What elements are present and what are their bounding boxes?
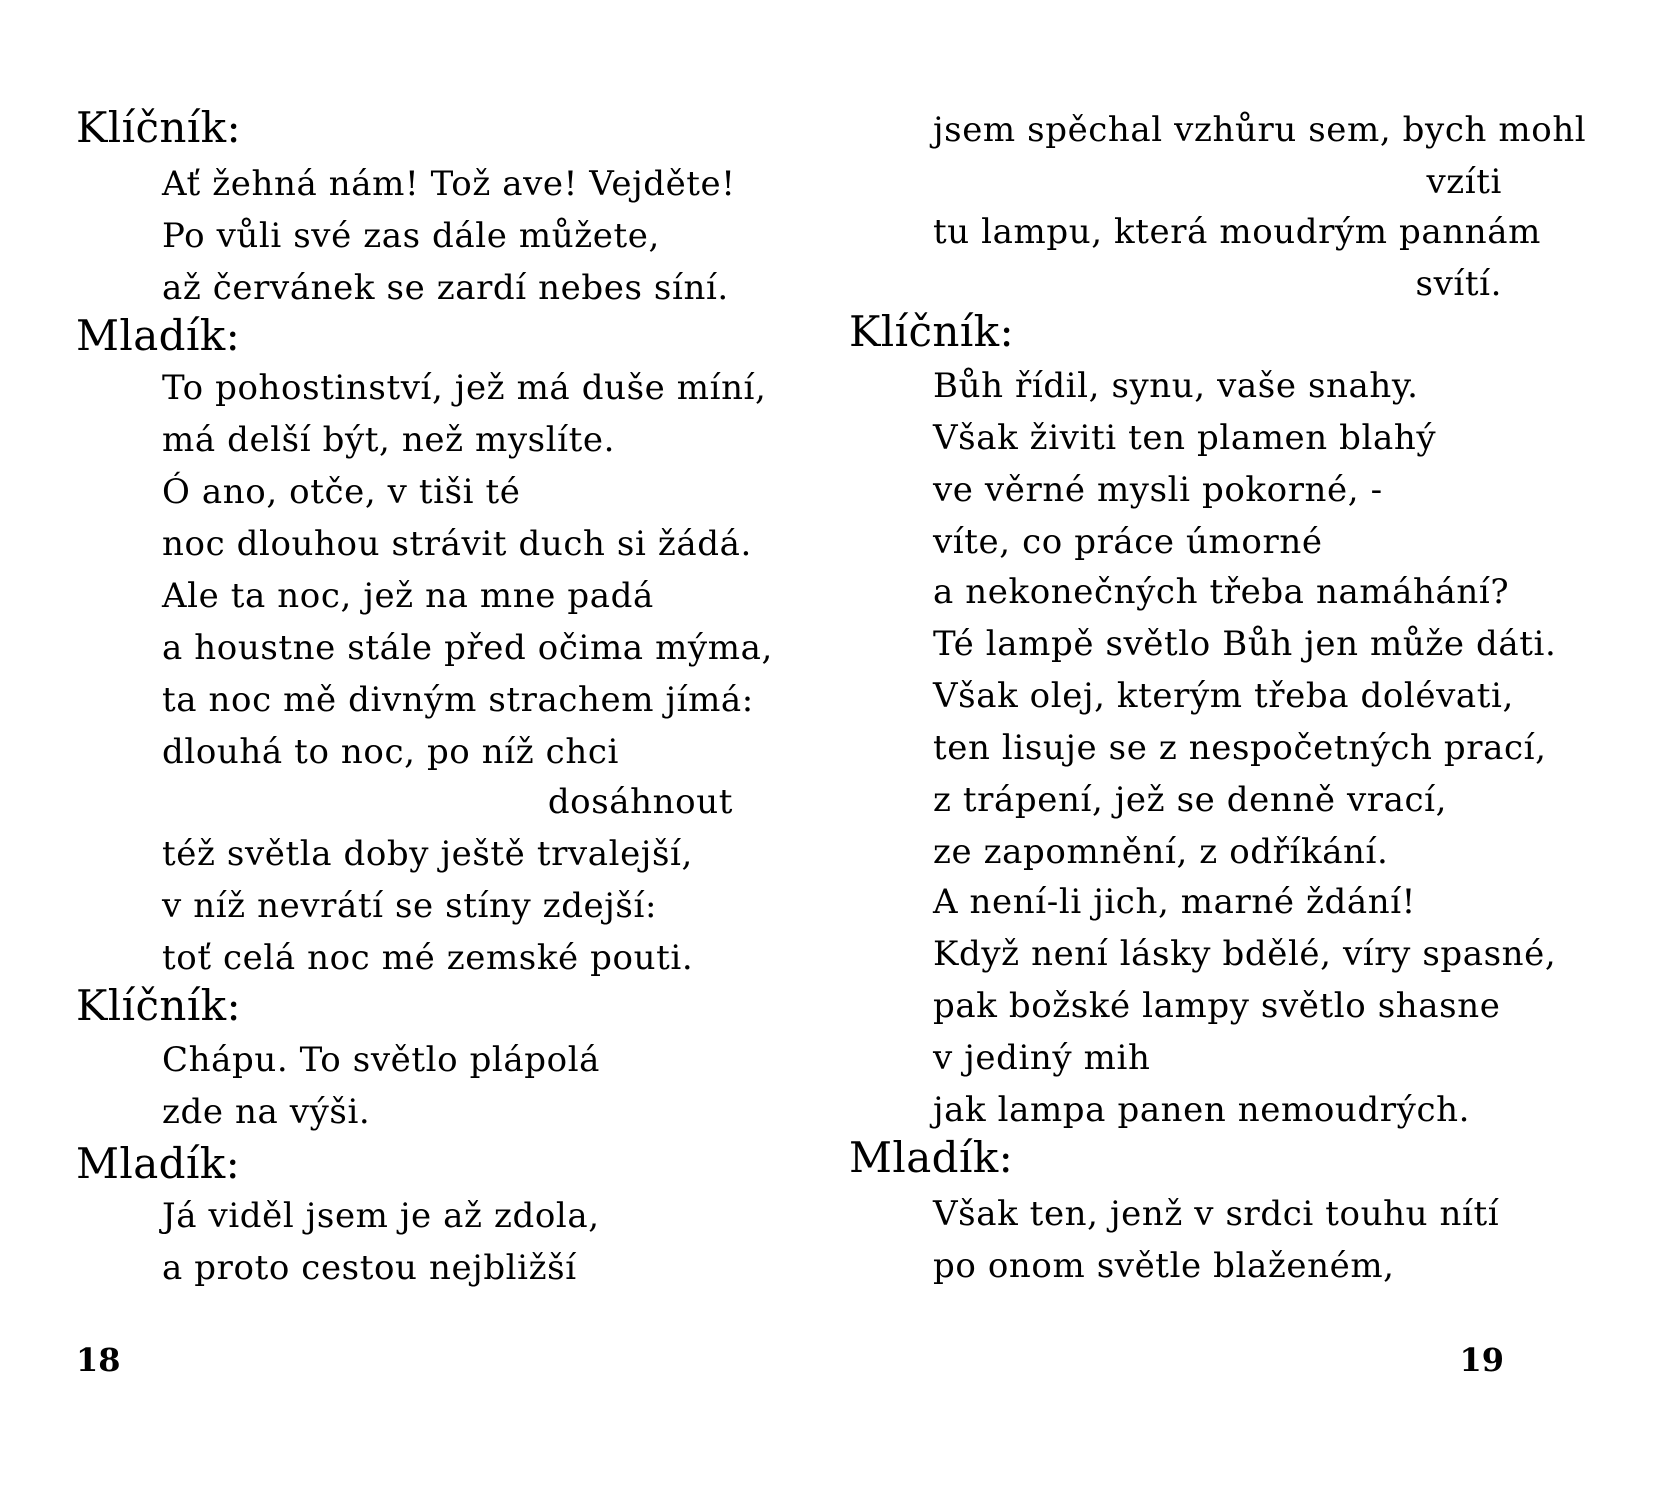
speaker-label: Klíčník: [76, 103, 242, 152]
speaker-label: Mladík: [76, 311, 241, 360]
verse-line: dlouhá to noc, po níž chci [162, 732, 619, 772]
verse-line: víte, co práce úmorné [933, 522, 1323, 562]
page-number: 19 [1459, 1341, 1504, 1379]
page-number: 18 [76, 1341, 121, 1379]
verse-line: ta noc mě divným strachem jímá: [162, 680, 754, 720]
verse-line: Ó ano, otče, v tiši té [162, 472, 521, 512]
verse-line-continuation: svítí. [1415, 264, 1502, 304]
verse-line: Ale ta noc, jež na mne padá [162, 576, 654, 616]
verse-line: v níž nevrátí se stíny zdejší: [162, 886, 657, 926]
verse-line: Když není lásky bdělé, víry spasné, [933, 934, 1557, 974]
verse-line: toť celá noc mé zemské pouti. [162, 938, 694, 978]
verse-line: tu lampu, která moudrým pannám [933, 212, 1541, 252]
verse-line: Chápu. To světlo plápolá [162, 1040, 601, 1080]
verse-line: jsem spěchal vzhůru sem, bych mohl [933, 110, 1587, 150]
verse-line: až červánek se zardí nebes síní. [162, 268, 729, 308]
verse-line-continuation: dosáhnout [547, 782, 733, 822]
verse-line: zde na výši. [162, 1092, 371, 1132]
verse-line-continuation: vzíti [1426, 162, 1502, 202]
speaker-label: Mladík: [849, 1133, 1014, 1182]
verse-line: má delší být, než myslíte. [162, 420, 616, 460]
verse-line: Však olej, kterým třeba dolévati, [933, 676, 1514, 716]
verse-line: z trápení, jež se denně vrací, [933, 780, 1448, 820]
verse-line: a nekonečných třeba namáhání? [933, 572, 1510, 612]
verse-line: Ať žehná nám! Tož ave! Vejděte! [162, 164, 736, 204]
speaker-label: Klíčník: [76, 981, 242, 1030]
verse-line: a houstne stále před očima mýma, [162, 628, 773, 668]
verse-line: ze zapomnění, z odříkání. [933, 832, 1389, 872]
verse-line: A není-li jich, marné ždání! [933, 882, 1416, 922]
verse-line: pak božské lampy světlo shasne [933, 986, 1501, 1026]
verse-line: To pohostinství, jež má duše míní, [162, 368, 767, 408]
verse-line: Však ten, jenž v srdci touhu nítí [933, 1194, 1500, 1234]
verse-line: Po vůli své zas dále můžete, [162, 216, 660, 256]
verse-line: a proto cestou nejbližší [162, 1248, 577, 1288]
speaker-label: Klíčník: [849, 307, 1015, 356]
verse-line: Však živiti ten plamen blahý [933, 418, 1437, 458]
right-page [827, 0, 1654, 1500]
verse-line: Bůh řídil, synu, vaše snahy. [933, 366, 1419, 406]
verse-line: ten lisuje se z nespočetných prací, [933, 728, 1547, 768]
verse-line: po onom světle blaženém, [933, 1246, 1395, 1286]
verse-line: v jediný mih [933, 1038, 1151, 1078]
verse-line: Té lampě světlo Bůh jen může dáti. [933, 624, 1557, 664]
verse-line: ve věrné mysli pokorné, - [933, 470, 1383, 510]
verse-line: Já viděl jsem je až zdola, [162, 1196, 600, 1236]
verse-line: noc dlouhou strávit duch si žádá. [162, 524, 752, 564]
verse-line: též světla doby ještě trvalejší, [162, 834, 693, 874]
speaker-label: Mladík: [76, 1139, 241, 1188]
verse-line: jak lampa panen nemoudrých. [933, 1090, 1471, 1130]
